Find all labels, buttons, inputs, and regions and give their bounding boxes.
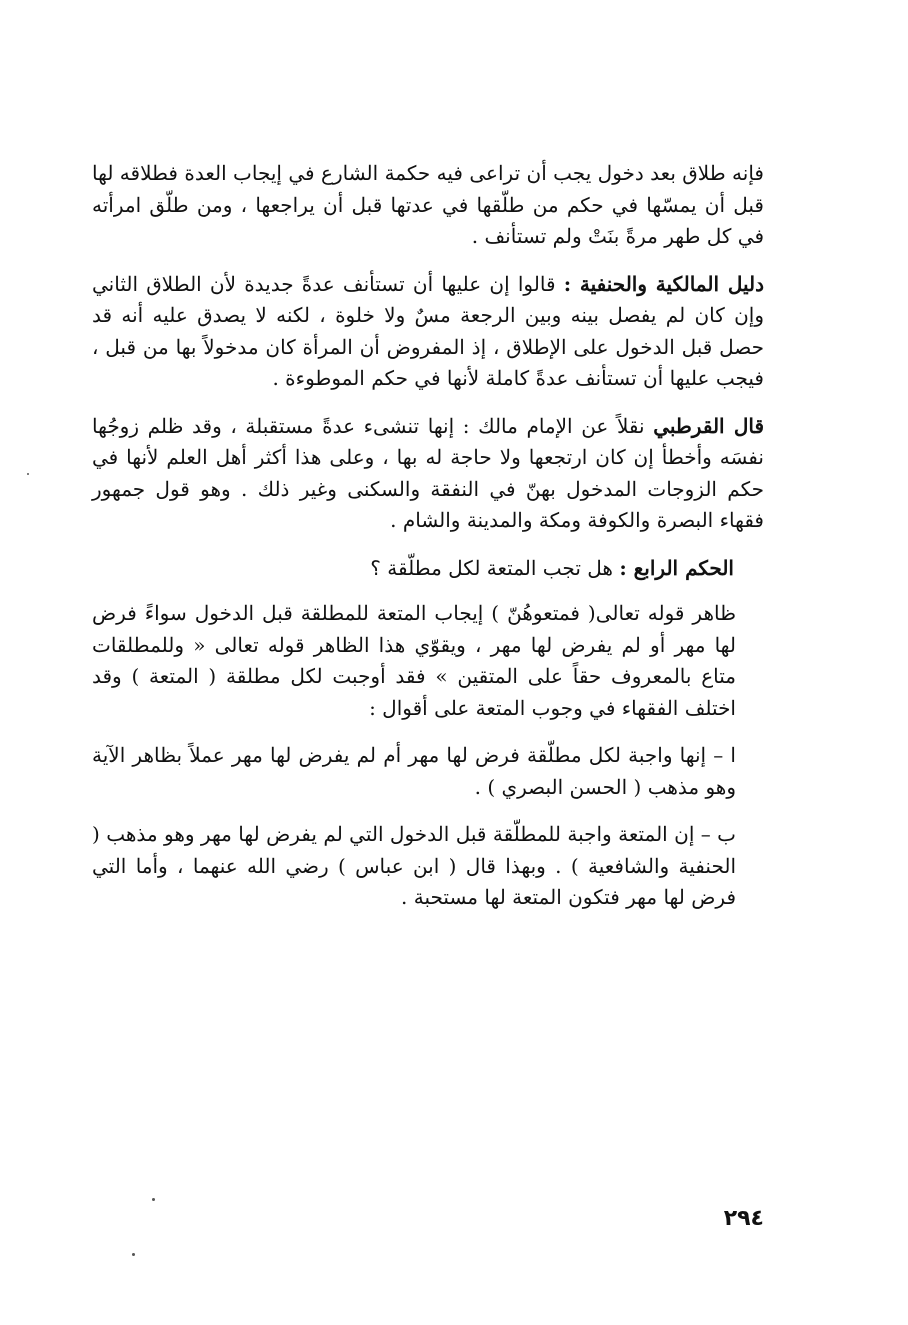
paragraph-2-heading: دليل المالكية والحنفية : <box>563 271 764 296</box>
paragraph-1-text: فإنه طلاق بعد دخول يجب أن تراعى فيه حكمة الشارع في إيجاب العدة فطلاقه لها قبل أن يمسّها في حكم من طلّقها في عدتها قبل أن يراجعها ، ومن طلّق امرأته في كل طهر مرةً بنَتْ ولم تستأنف . <box>92 161 764 248</box>
page-number: ٢٩٤ <box>723 1206 764 1231</box>
paragraph-3 <box>92 411 764 537</box>
section-heading-title: الحكم الرابع : <box>619 555 734 580</box>
list-item-ba <box>92 819 764 914</box>
section-heading-question: هل تجب المتعة لكل مطلّقة ؟ <box>370 555 620 580</box>
scan-speck <box>132 1253 135 1256</box>
paragraph-4 <box>92 598 764 724</box>
scan-speck <box>152 1198 155 1201</box>
page-body <box>92 158 764 930</box>
paragraph-2 <box>92 269 764 395</box>
list-item-ba-text: ب – إن المتعة واجبة للمطلّقة قبل الدخول التي لم يفرض لها مهر وهو مذهب ( الحنفية والشافعية ) . وبهذا قال ( ابن عباس ) رضي الله عنهما ، وأما التي فرض لها مهر فتكون المتعة لها مستحبة . <box>92 822 736 909</box>
section-heading <box>92 553 764 585</box>
list-item-alif-text: ا – إنها واجبة لكل مطلّقة فرض لها مهر أم لم يفرض لها مهر عملاً بظاهر الآية وهو مذهب ( الحسن البصري ) . <box>92 743 736 799</box>
list-item-alif <box>92 740 764 803</box>
paragraph-3-heading: قال القرطبي <box>653 413 765 438</box>
scan-speck <box>27 473 29 475</box>
paragraph-2-text: قالوا إن عليها أن تستأنف عدةً جديدة لأن الطلاق الثاني وإن كان لم يفصل بينه وبين الرجعة مسٌ ولا خلوة ، لكنه لا يصدق عليه أنه قد حصل قبل الدخول على الإطلاق ، إذ المفروض أن المرأة كان مدخولاً بها من قبل ، فيجب عليها أن تستأنف عدةً كاملة لأنها في حكم الموطوءة . <box>92 271 764 390</box>
paragraph-3-text: نقلاً عن الإمام مالك : إنها تنشىء عدةً مستقبلة ، وقد ظلم زوجُها نفسَه وأخطأ إن كان ارتجعها ولا حاجة له بها ، وعلى هذا أكثر أهل العلم لأنها في حكم الزوجات المدخول بهنّ في النفقة والسكنى وغير ذلك . وهو قول جمهور فقهاء البصرة والكوفة ومكة والمدينة والشام . <box>92 413 764 532</box>
paragraph-4-text: ظاهر قوله تعالى( فمتعوهُنّ ) إيجاب المتعة للمطلقة قبل الدخول سواءً فرض لها مهر أو لم يفرض لها مهر ، ويقوّي هذا الظاهر قوله تعالى « وللمطلقات متاع بالمعروف حقاً على المتقين » فقد أوجبت لكل مطلقة ( المتعة ) وقد اختلف الفقهاء في وجوب المتعة على أقوال : <box>92 601 736 720</box>
paragraph-1 <box>92 158 764 253</box>
